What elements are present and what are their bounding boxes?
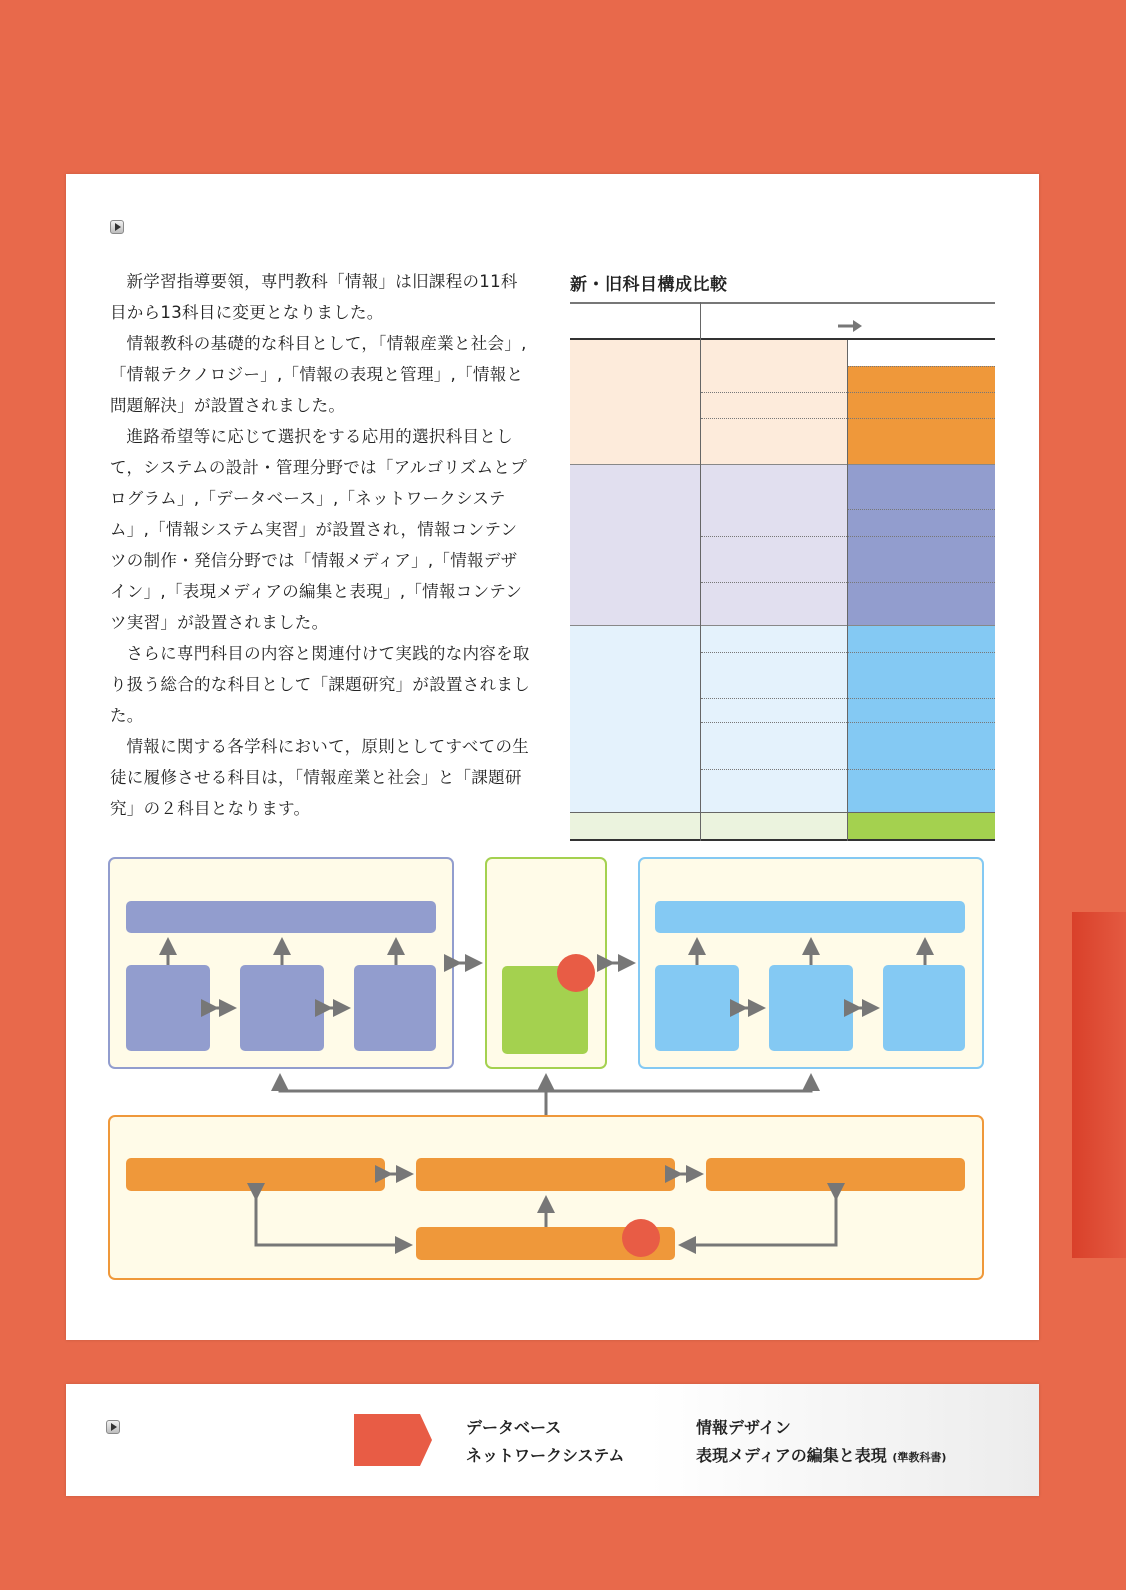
play-icon-2[interactable] — [106, 1420, 120, 1434]
paragraph-1: 新学習指導要領，専門教科「情報」は旧課程の11科目から13科目に変更となりました。 — [110, 272, 518, 322]
book-title-network[interactable]: ネットワークシステム — [466, 1446, 625, 1465]
research-marker — [557, 954, 595, 992]
system-box-2 — [240, 965, 324, 1051]
system-box-3 — [354, 965, 436, 1051]
book-title-media-label: 表現メディアの編集と表現 — [696, 1446, 887, 1465]
arrow-badge-icon — [354, 1414, 434, 1466]
contents-box-1 — [655, 965, 739, 1051]
contents-box-2 — [769, 965, 853, 1051]
paragraph-3: 進路希望等に応じて選択をする応用的選択科目として，システムの設計・管理分野では「アルゴリズムとプログラム」,「データベース」,「ネットワークシステム」,「情報システム実習」が設置され，情報コンテンツの制作・発信分野では「情報メディア」,「情報デザイン」,「表現メディアの編集と表現」,「情報コンテンツ実習」が設置されました。 — [110, 427, 528, 632]
bottom-panel — [66, 1384, 1039, 1496]
contents-box-3 — [883, 965, 965, 1051]
paragraph-2: 情報教科の基礎的な科目として，「情報産業と社会」,「情報テクノロジー」,「情報の表現と管理」,「情報と問題解決」が設置されました。 — [110, 334, 527, 415]
subject-diagram — [66, 174, 1039, 1340]
paragraph-4: さらに専門科目の内容と関連付けて実践的な内容を取り扱う総合的な科目として「課題研究」が設置されました。 — [110, 644, 530, 725]
side-tab[interactable] — [1072, 912, 1126, 1258]
system-box-1 — [126, 965, 210, 1051]
paragraph-5: 情報に関する各学科において，原則としてすべての生徒に履修させる科目は，「情報産業と社会」と「課題研究」の２科目となります。 — [110, 737, 530, 818]
basic-bar-1 — [126, 1158, 385, 1191]
basic-bar-2 — [416, 1158, 675, 1191]
basic-bar-3 — [706, 1158, 965, 1191]
book-list-1 — [466, 1414, 624, 1470]
book-title-design[interactable]: 情報デザイン — [696, 1418, 791, 1437]
textbook-note: (準教科書) — [892, 1451, 947, 1464]
book-list-2 — [696, 1414, 946, 1472]
contents-header-bar — [655, 901, 965, 933]
book-title-media[interactable] — [696, 1442, 946, 1472]
system-header-bar — [126, 901, 436, 933]
book-title-database[interactable]: データベース — [466, 1418, 562, 1437]
table-title: 新・旧科目構成比較 — [570, 275, 728, 295]
basic-marker — [622, 1219, 660, 1257]
main-panel — [66, 174, 1039, 1340]
